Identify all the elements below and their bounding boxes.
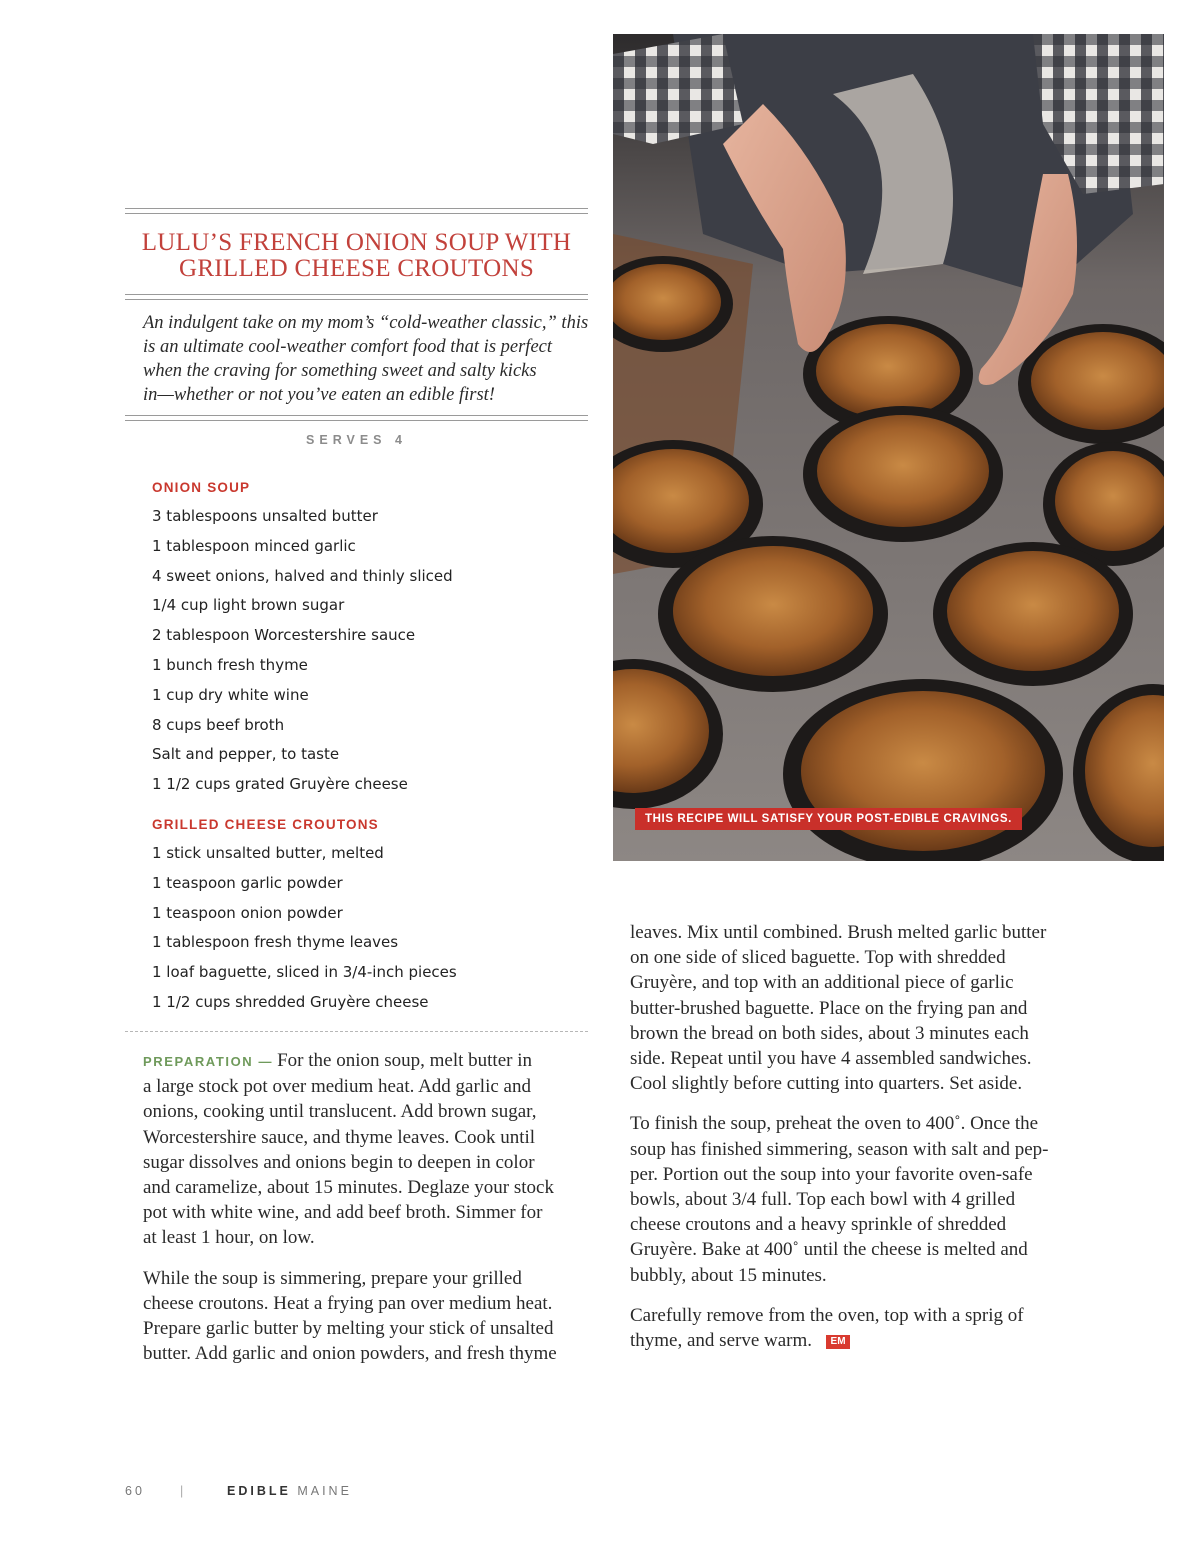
body-line: thyme, and serve warm. bbox=[630, 1330, 813, 1352]
intro-line: when the craving for something sweet and salty kicks bbox=[143, 361, 537, 381]
body-line: butter. Add garlic and onion powders, and fresh thyme bbox=[143, 1343, 557, 1365]
body-line: pot with white wine, and add beef broth. Simmer for bbox=[143, 1202, 543, 1224]
footer-separator: | bbox=[180, 1484, 187, 1498]
body-line: a large stock pot over medium heat. Add garlic and bbox=[143, 1076, 531, 1098]
intro-bottom-rule bbox=[125, 415, 588, 421]
croutons-heading: GRILLED CHEESE CROUTONS bbox=[152, 817, 379, 832]
recipe-photo bbox=[613, 34, 1164, 861]
preparation-label: PREPARATION — bbox=[143, 1054, 274, 1069]
recipe-title-line-2: GRILLED CHEESE CROUTONS bbox=[178, 255, 535, 282]
title-top-rule bbox=[125, 208, 588, 214]
preparation-paragraph bbox=[143, 1266, 557, 1367]
recipe-title bbox=[125, 230, 588, 282]
body-line: cheese croutons. Heat a frying pan over medium heat. bbox=[143, 1292, 553, 1314]
body-line: bowls, about 3/4 full. Top each bowl with 4 grilled bbox=[630, 1189, 1016, 1211]
preparation-right-column bbox=[630, 920, 1048, 1368]
magazine-name-bold: EDIBLE bbox=[227, 1484, 291, 1498]
body-line: onions, cooking until translucent. Add brown sugar, bbox=[143, 1101, 537, 1123]
body-line: soup has finished simmering, season with salt and pep- bbox=[630, 1138, 1049, 1160]
ingredient-item: 1 teaspoon onion powder bbox=[152, 903, 343, 922]
intro-line: An indulgent take on my mom’s “cold-weather classic,” this bbox=[143, 313, 589, 333]
preparation-paragraph bbox=[630, 1303, 1048, 1353]
body-line: While the soup is simmering, prepare your grilled bbox=[143, 1267, 522, 1289]
ingredients-divider bbox=[125, 1031, 588, 1032]
body-line: leaves. Mix until combined. Brush melted garlic butter bbox=[630, 922, 1047, 943]
preparation-paragraph bbox=[630, 920, 1048, 1096]
ingredient-item: 8 cups beef broth bbox=[152, 715, 285, 734]
ingredient-item: Salt and pepper, to taste bbox=[152, 745, 340, 764]
title-bottom-rule bbox=[125, 294, 588, 300]
photo-caption: THIS RECIPE WILL SATISFY YOUR POST-EDIBLE CRAVINGS. bbox=[635, 808, 1022, 830]
edible-maine-end-mark-icon: EM bbox=[826, 1335, 850, 1349]
croutons-ingredient-list bbox=[152, 839, 457, 1018]
body-line: To finish the soup, preheat the oven to 400˚. Once the bbox=[630, 1113, 1039, 1135]
body-line: brown the bread on both sides, about 3 minutes each bbox=[630, 1022, 1029, 1044]
preparation-left-column bbox=[143, 1048, 557, 1381]
ingredient-item: 1 stick unsalted butter, melted bbox=[152, 844, 384, 862]
body-line: Gruyère. Bake at 400˚ until the cheese is melted and bbox=[630, 1239, 1028, 1261]
page-number: 60 bbox=[125, 1484, 145, 1498]
body-line: Carefully remove from the oven, top with a sprig of bbox=[630, 1304, 1024, 1326]
intro-line: is an ultimate cool-weather comfort food that is perfect bbox=[143, 337, 553, 357]
intro-line: in—whether or not you’ve eaten an edible first! bbox=[143, 385, 495, 405]
body-line: Gruyère, and top with an additional piece of garlic bbox=[630, 972, 1014, 994]
body-line: at least 1 hour, on low. bbox=[143, 1227, 315, 1249]
footer-magazine-name bbox=[227, 1484, 352, 1498]
body-line: butter-brushed baguette. Place on the frying pan and bbox=[630, 997, 1028, 1019]
ingredient-item: 1 bunch fresh thyme bbox=[152, 655, 308, 674]
magazine-name-light: MAINE bbox=[297, 1484, 352, 1498]
ingredient-item: 1 cup dry white wine bbox=[152, 685, 309, 704]
body-line: sugar dissolves and onions begin to deepen in color bbox=[143, 1151, 535, 1173]
body-line: Cool slightly before cutting into quarters. Set aside. bbox=[630, 1073, 1023, 1095]
body-line: on one side of sliced baguette. Top with shredded bbox=[630, 947, 1006, 969]
ingredient-item: 1 tablespoon minced garlic bbox=[152, 536, 356, 555]
serves-label: SERVES 4 bbox=[306, 433, 407, 447]
ingredient-item: 1 loaf baguette, sliced in 3/4-inch pieces bbox=[152, 963, 457, 982]
body-line: cheese croutons and a heavy sprinkle of shredded bbox=[630, 1214, 1007, 1236]
body-line: side. Repeat until you have 4 assembled sandwiches. bbox=[630, 1048, 1032, 1070]
body-line: and caramelize, about 15 minutes. Deglaze your stock bbox=[143, 1177, 554, 1199]
body-line: bubbly, about 15 minutes. bbox=[630, 1264, 827, 1286]
ingredient-item: 1 1/2 cups grated Gruyère cheese bbox=[152, 775, 408, 794]
onion-soup-ingredient-list bbox=[152, 502, 453, 800]
preparation-paragraph bbox=[143, 1048, 557, 1251]
ingredient-item: 4 sweet onions, halved and thinly sliced bbox=[152, 566, 453, 585]
preparation-paragraph bbox=[630, 1111, 1048, 1287]
recipe-intro bbox=[143, 311, 589, 407]
ingredient-item: 1 tablespoon fresh thyme leaves bbox=[152, 933, 399, 952]
body-line: Worcestershire sauce, and thyme leaves. Cook until bbox=[143, 1126, 536, 1148]
ingredient-item: 1 teaspoon garlic powder bbox=[152, 873, 343, 892]
body-line: Prepare garlic butter by melting your stick of unsalted bbox=[143, 1318, 554, 1340]
ingredient-item: 1 1/2 cups shredded Gruyère cheese bbox=[152, 992, 429, 1011]
preparation-first-line: For the onion soup, melt butter in bbox=[277, 1050, 533, 1071]
body-line: per. Portion out the soup into your favorite oven-safe bbox=[630, 1163, 1033, 1185]
soup-skillets-illustration bbox=[613, 34, 1164, 861]
ingredient-item: 2 tablespoon Worcestershire sauce bbox=[152, 626, 416, 645]
ingredient-item: 1/4 cup light brown sugar bbox=[152, 596, 345, 615]
onion-soup-heading: ONION SOUP bbox=[152, 480, 251, 495]
ingredient-item: 3 tablespoons unsalted butter bbox=[152, 507, 378, 525]
recipe-title-line-1: LULU’S FRENCH ONION SOUP WITH bbox=[141, 229, 572, 256]
